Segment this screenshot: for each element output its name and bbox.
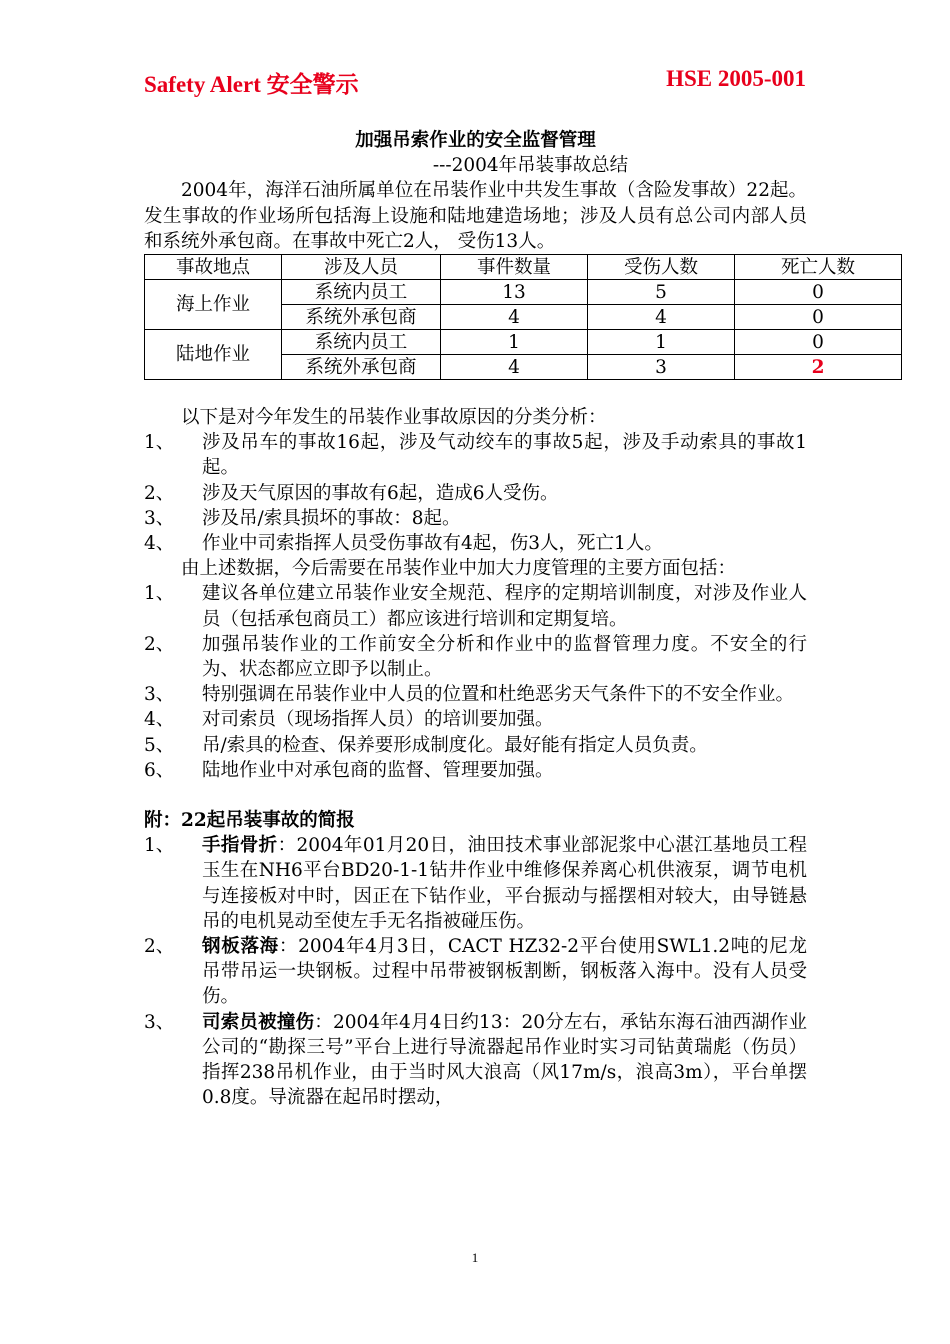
list-number: 2、 [144, 936, 175, 958]
deaths-cell: 0 [735, 330, 902, 355]
header-doc-code: HSE 2005-001 [666, 66, 806, 91]
incident-title: 钢板落海 [202, 936, 279, 958]
list-number: 3、 [144, 684, 175, 706]
list-item [144, 833, 807, 934]
list-text: 涉及天气原因的事故有6起，造成6人受伤。 [202, 482, 559, 504]
list-number: 4、 [144, 709, 175, 731]
personnel-cell: 系统内员工 [282, 330, 441, 355]
incident-stats-table [144, 254, 902, 380]
list-text: 涉及吊/索具损坏的事故：8起。 [202, 507, 461, 529]
list-item [144, 481, 807, 506]
list-item [144, 1010, 807, 1111]
list-number: 6、 [144, 759, 175, 781]
measures-intro: 由上述数据，今后需要在吊装作业中加大力度管理的主要方面包括： [181, 558, 737, 580]
list-item [144, 632, 807, 682]
deaths-cell-highlight: 2 [735, 355, 902, 380]
list-text [202, 833, 807, 934]
appendix-title: 附：22起吊装事故的简报 [144, 810, 355, 832]
list-number: 1、 [144, 583, 175, 605]
list-number: 1、 [144, 835, 175, 857]
list-number: 2、 [144, 482, 175, 504]
table-header-cell: 受伤人数 [588, 255, 735, 280]
events-cell: 4 [441, 305, 588, 330]
list-number: 3、 [144, 1011, 175, 1033]
injured-cell: 3 [588, 355, 735, 380]
page-number: 1 [471, 1250, 479, 1265]
injured-cell: 1 [588, 330, 735, 355]
deaths-cell: 0 [735, 280, 902, 305]
header-alert-title: Safety Alert 安全警示 [144, 72, 359, 97]
table-row [145, 330, 902, 355]
list-text: 吊/索具的检查、保养要形成制度化。最好能有指定人员负责。 [202, 734, 708, 756]
personnel-cell: 系统内员工 [282, 280, 441, 305]
incident-text: ：2004年01月20日，油田技术事业部泥浆中心湛江基地员工程玉生在NH6平台BD20-1-1钻井作业中维修保养离心机供液泵，调节电机与连接板对中时，因正在下钻作业，平台振动与摇摆相对较大，由导链悬吊的电机晃动至使左手无名指被碰压伤。 [202, 835, 807, 932]
list-text: 陆地作业中对承包商的监督、管理要加强。 [202, 759, 554, 781]
deaths-cell: 0 [735, 305, 902, 330]
list-item [144, 758, 807, 783]
injured-cell: 5 [588, 280, 735, 305]
list-text: 作业中司索指挥人员受伤事故有4起，伤3人，死亡1人。 [202, 533, 663, 555]
table-header-cell: 事故地点 [145, 255, 282, 280]
list-item [144, 581, 807, 631]
table-header-row [145, 255, 902, 280]
list-text: 涉及吊车的事故16起，涉及气动绞车的事故5起，涉及手动索具的事故1起。 [202, 432, 807, 479]
list-text: 建议各单位建立吊装作业安全规范、程序的定期培训制度，对涉及作业人员（包括承包商员工）都应该进行培训和定期复培。 [202, 583, 807, 630]
incident-title: 司索员被撞伤 [202, 1011, 315, 1033]
incident-list [144, 833, 807, 1110]
table-row [145, 280, 902, 305]
events-cell: 1 [441, 330, 588, 355]
list-item [144, 733, 807, 758]
location-cell: 海上作业 [145, 280, 282, 330]
events-cell: 13 [441, 280, 588, 305]
location-cell: 陆地作业 [145, 330, 282, 380]
list-text: 对司索员（现场指挥人员）的培训要加强。 [202, 709, 554, 731]
list-text: 加强吊装作业的工作前安全分析和作业中的监督管理力度。不安全的行为、状态都应立即予以制止。 [202, 633, 807, 681]
list-text [202, 1010, 807, 1111]
table-header-cell: 事件数量 [441, 255, 588, 280]
analysis-list [144, 430, 807, 556]
document-body [144, 128, 855, 1111]
analysis-intro: 以下是对今年发生的吊装作业事故原因的分类分析： [181, 407, 607, 429]
table-header-cell: 死亡人数 [735, 255, 902, 280]
list-item [144, 430, 807, 480]
list-item [144, 531, 807, 556]
list-text: 特别强调在吊装作业中人员的位置和杜绝恶劣天气条件下的不安全作业。 [202, 684, 795, 706]
events-cell: 4 [441, 355, 588, 380]
incident-text: ：2004年4月4日约13：20分左右，承钻东海石油西湖作业公司的“勘探三号”平台上进行导流器起吊作业时实习司钻黄瑞彪（伤员）指挥238吊机作业，由于当时风大浪高（风17m/s，浪高3m），平台单摆0.8度。导流器在起吊时摆动， [202, 1011, 807, 1109]
list-item [144, 934, 807, 1010]
list-item [144, 682, 807, 707]
intro-paragraph: 2004年，海洋石油所属单位在吊装作业中共发生事故（含险发事故）22起。发生事故的作业场所包括海上设施和陆地建造场地；涉及人员有总公司内部人员和系统外承包商。在事故中死亡2人， 受伤13人。 [144, 180, 807, 252]
table-header-cell: 涉及人员 [282, 255, 441, 280]
personnel-cell: 系统外承包商 [282, 355, 441, 380]
measures-list [144, 581, 807, 783]
incident-text: ：2004年4月3日，CACT HZ32-2平台使用SWL1.2吨的尼龙吊带吊运一块钢板。过程中吊带被钢板割断，钢板落入海中。没有人员受伤。 [202, 936, 807, 1008]
personnel-cell: 系统外承包商 [282, 305, 441, 330]
list-number: 3、 [144, 507, 175, 529]
document-title: 加强吊索作业的安全监督管理 [355, 130, 596, 151]
injured-cell: 4 [588, 305, 735, 330]
list-item [144, 707, 807, 732]
list-number: 5、 [144, 734, 175, 756]
list-item [144, 506, 807, 531]
document-subtitle: ---2004年吊装事故总结 [432, 155, 629, 177]
list-text [202, 934, 807, 1010]
incident-title: 手指骨折 [202, 835, 278, 857]
list-number: 4、 [144, 533, 175, 555]
list-number: 1、 [144, 432, 175, 454]
list-number: 2、 [144, 633, 175, 655]
